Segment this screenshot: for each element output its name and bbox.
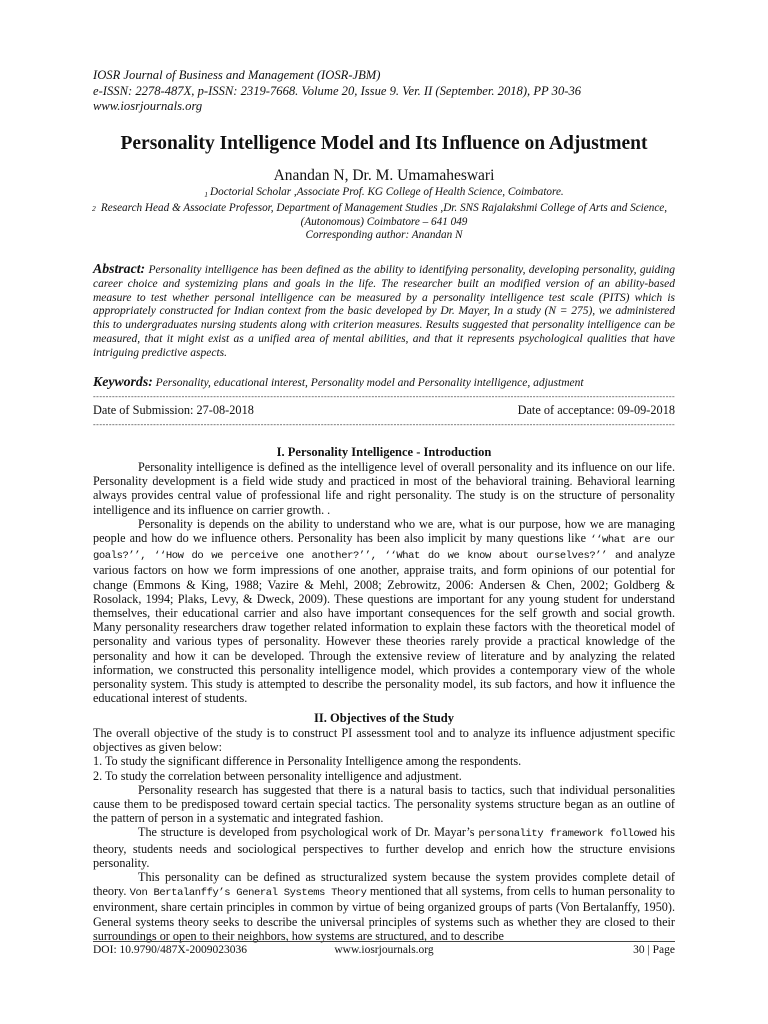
section-1-heading: I. Personality Intelligence - Introduction: [276, 445, 492, 459]
affiliation-2-marker: 2: [92, 203, 96, 213]
date-of-acceptance: Date of acceptance: 09-09-2018: [517, 403, 675, 417]
section-2-paragraph-3-theory: Von Bertalanffy’s General Systems Theory: [129, 887, 367, 900]
section-1-paragraph-1: Personality intelligence is defined as the intelligence level of overall personality and its influence on our life. Personality development is a field wide study and practiced in most of the behavioral training. Behavioral learning always provides central value of professional life and right personality. The study is on the structure of personality intelligence and its influence on carrier growth. .: [93, 460, 675, 517]
affiliations: [92, 186, 676, 243]
footer-website: www.iosrjournals.org: [334, 944, 434, 956]
paper-title: Personality Intelligence Model and Its Influence on Adjustment: [120, 133, 648, 154]
objective-item: 1. To study the significant difference in Personality Intelligence among the respondents.: [93, 754, 522, 769]
section-1-paragraph-2-start: Personality is depends on the ability to understand who we are, what is our purpose, how we are managing people and how do we influence others. Personality has been also implicit by many questions like: [93, 516, 675, 546]
section-2-paragraph-3: [93, 870, 675, 943]
submission-dates: [93, 403, 675, 417]
section-1-paragraph-2: [93, 517, 675, 706]
objective-item: 2. To study the correlation between personality intelligence and adjustment.: [93, 768, 462, 783]
separator-line-bottom: ----------------------------------------------------------------------------------------------------------------------------------------------------------------------------------------: [93, 420, 675, 429]
section-2-paragraph-2-start: The structure is developed from psychological work of Dr. Mayar’s: [138, 825, 479, 840]
paper-authors: Anandan N, Dr. M. Umamaheswari: [273, 167, 495, 184]
footer-doi: DOI: 10.9790/487X-2009023036: [93, 944, 247, 956]
section-2-paragraph-2-framework: personality framework followed: [478, 828, 657, 841]
affiliation-1-text: Doctorial Scholar ,Associate Prof. KG College of Health Science, Coimbatore.: [210, 186, 564, 198]
keywords-label: Keywords:: [93, 374, 153, 389]
journal-issn: e-ISSN: 2278-487X, p-ISSN: 2319-7668. Volume 20, Issue 9. Ver. II (September. 2018), PP 30-36: [93, 83, 582, 98]
section-1-paragraph-2-end: analyze various factors on how we form impressions of one another, appraise traits, and form opinions of our potential for change (Emmons & King, 1988; Vazire & Mehl, 2008; Zebrowitz, 2006: Andersen & Chen, 2002; Goldberg & Rosolack, 1994; Plaks, Levy, & Dweck, 2009). These questions are important for any young student for understand themselves, their educational carrier and also have important consequences for the self growth and social growth. Many personality researchers draw together related information to explain these factors with the theoretical model of personality and various types of personality. However these theories rarely provide a practical knowledge of the personality and how it can be developed. Through the extensive review of literature and by analyzing the related information, we constructed this personality intelligence model, which provides a contemporary view of the whole personality system. This study is attempted to describe the personality model, its sub factors, and how it influence the educational interest of students.: [93, 547, 676, 706]
affiliation-2: [92, 202, 676, 230]
keywords: [93, 374, 675, 391]
separator-line-top: ----------------------------------------------------------------------------------------------------------------------------------------------------------------------------------------: [93, 392, 675, 401]
section-1-body: [93, 460, 675, 705]
section-2-paragraph-2-end: his theory, students needs and sociological perspectives to further develop and enrich how the structure envisions personality.: [93, 825, 675, 870]
date-of-submission: Date of Submission: 27-08-2018: [93, 403, 254, 417]
affiliation-1-marker: 1: [204, 190, 209, 199]
section-2-body: [93, 726, 675, 943]
section-1-paragraph-2-questions: ‘‘what are our goals?’’, ‘‘How do we perceive one another?’’, ‘‘What do we know about ourselves?’’ and: [93, 534, 675, 563]
abstract-text: Personality intelligence has been defined as the ability to identifying personality, developing personality, guiding career choice and systemizing plans and goals in the life. The researcher built an modified version of an ability-based measure to test whether personal intelligence can be measured by a personality intelligence test scale (PITS) which is appropriately constructed for Indian context from the basic developed by Dr. Mayer, In a study (N = 275), we administered this to undergraduates nursing students along with criterion measures. Results suggested that personality intelligence can be measured, that it might exist as a unified area of mental abilities, and that it represents psychological qualities that have intriguing predictive aspects.: [93, 264, 676, 359]
affiliation-2-text: Research Head & Associate Professor, Department of Management Studies ,Dr. SNS Rajalakshmi College of Arts and Science, (Autonomous) Coimbatore – 641 049: [100, 201, 668, 228]
section-2-paragraph-3-end: mentioned that all systems, from cells to human personality to environment, share certain principles in common by virtue of being organized groups of parts (Von Bertalanffy, 1950). General systems theory seeks to describe the universal principles of systems such as whether they are closed to their surroundings or open to their neighbors, how systems are structured, and to describe: [93, 884, 676, 943]
keywords-text: Personality, educational interest, Personality model and Personality intelligence, adjustment: [155, 377, 584, 389]
affiliation-1: [92, 186, 676, 202]
abstract: [93, 262, 675, 361]
abstract-label: Abstract:: [93, 261, 146, 276]
section-2-paragraph-2: [93, 825, 675, 870]
footer-page-number: 30 | Page: [633, 944, 675, 956]
section-2-heading: II. Objectives of the Study: [314, 711, 454, 725]
journal-header: [93, 68, 693, 115]
journal-name: IOSR Journal of Business and Management (IOSR-JBM): [93, 68, 381, 82]
section-2-intro: The overall objective of the study is to construct PI assessment tool and to analyze its influence adjustment specific objectives as given below:: [93, 726, 675, 755]
section-2-paragraph-1: Personality research has suggested that there is a natural basis to tactics, such that individual personalities cause them to be predisposed toward certain special tactics. The personality systems structure began as an outline of the pattern of person in a systematic and integrated fashion.: [93, 782, 675, 826]
section-2-paragraph-3-start: This personality can be defined as structuralized system because the system provides complete detail of theory.: [93, 870, 675, 899]
corresponding-author: Corresponding author: Anandan N: [305, 229, 463, 242]
journal-website: www.iosrjournals.org: [93, 99, 203, 113]
page-footer: [93, 941, 675, 957]
